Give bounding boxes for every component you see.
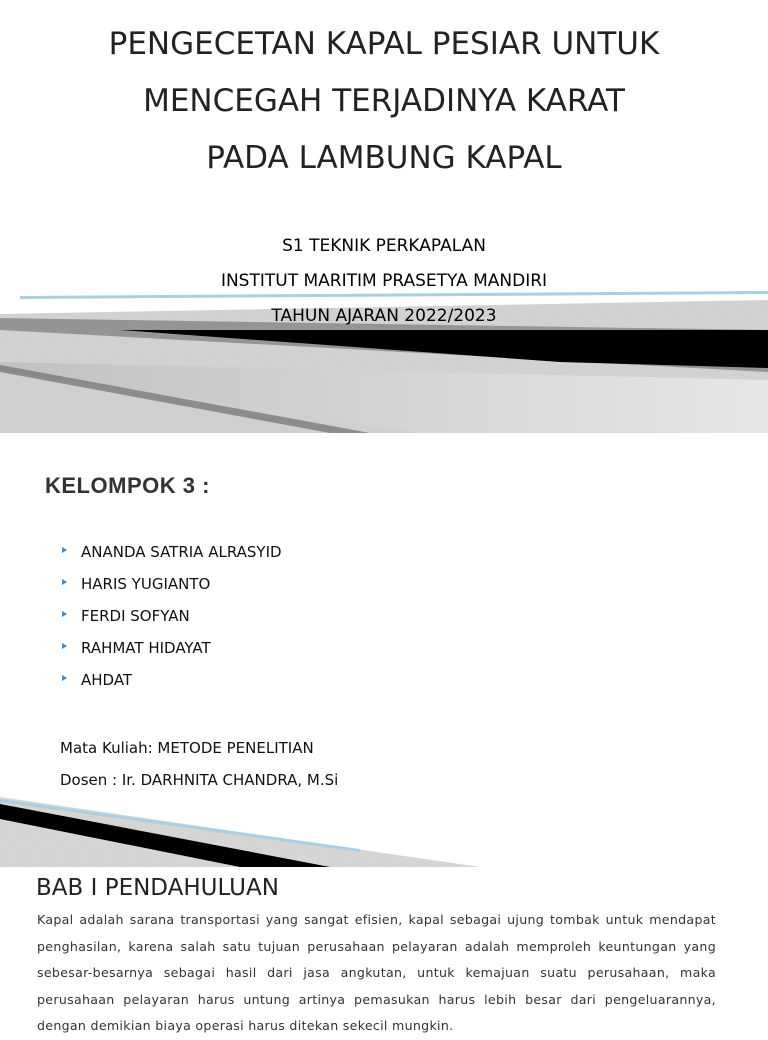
subtitle-institution: INSTITUT MARITIM PRASETYA MANDIRI xyxy=(220,271,548,291)
title-line-3: PADA LAMBUNG KAPAL xyxy=(206,140,562,176)
group-slide xyxy=(0,439,768,867)
bullet-arrow-icon xyxy=(62,611,67,617)
group-title: KELOMPOK 3 : xyxy=(45,473,210,498)
title-line-1: PENGECETAN KAPAL PESIAR UNTUK xyxy=(108,26,660,62)
list-item xyxy=(62,600,282,632)
list-item xyxy=(62,536,282,568)
member-name: HARIS YUGIANTO xyxy=(81,575,211,593)
slide-decoration xyxy=(0,0,768,433)
member-name: ANANDA SATRIA ALRASYID xyxy=(81,543,282,561)
title-line-2: MENCEGAH TERJADINYA KARAT xyxy=(143,83,625,119)
list-item xyxy=(62,568,282,600)
course-name: Mata Kuliah: METODE PENELITIAN xyxy=(60,739,314,757)
list-item xyxy=(62,632,282,664)
title-slide xyxy=(0,0,768,433)
member-list xyxy=(62,536,282,696)
bullet-arrow-icon xyxy=(62,579,67,585)
chapter-title: BAB I PENDAHULUAN xyxy=(36,875,279,901)
lecturer-name: Dosen : Ir. DARHNITA CHANDRA, M.Si xyxy=(60,771,339,789)
bullet-arrow-icon xyxy=(62,547,67,553)
list-item xyxy=(62,664,282,696)
subtitle-academic-year: TAHUN AJARAN 2022/2023 xyxy=(271,306,497,326)
member-name: FERDI SOFYAN xyxy=(81,607,190,625)
intro-paragraph: Kapal adalah sarana transportasi yang sangat efisien, kapal sebagai ujung tombak untuk mendapat penghasilan, karena salah satu tujuan perusahaan pelayaran adalah memproleh keuntungan yang sebesar-besarnya sebagai hasil dari jasa angkutan, untuk kemajuan suatu perusahaan, maka perusahaan pelayaran harus untung artinya pemasukan harus lebih besar dari pengeluarannya, dengan demikian biaya operasi harus ditekan sekecil mungkin. xyxy=(37,912,716,1033)
chapter-slide xyxy=(0,867,768,1033)
member-name: RAHMAT HIDAYAT xyxy=(81,639,211,657)
bullet-arrow-icon xyxy=(62,643,67,649)
bullet-arrow-icon xyxy=(62,675,67,681)
subtitle-program: S1 TEKNIK PERKAPALAN xyxy=(282,236,486,256)
member-name: AHDAT xyxy=(81,671,133,689)
